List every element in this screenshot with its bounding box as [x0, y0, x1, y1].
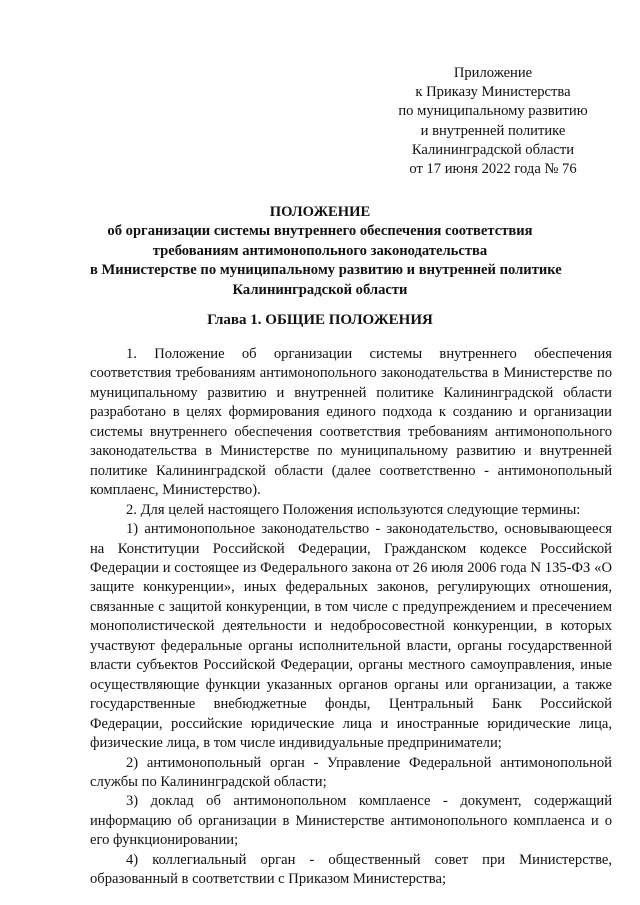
chapter-heading: Глава 1. ОБЩИЕ ПОЛОЖЕНИЯ	[207, 312, 433, 328]
title-line: об организации системы внутреннего обеспечения соответствия	[107, 223, 533, 240]
title-heading: ПОЛОЖЕНИЕ	[269, 204, 371, 220]
paragraph: 4) коллегиальный орган - общественный совет при Министерстве, образованный в соответствии с Приказом Министерства;	[90, 851, 612, 888]
document-title	[90, 203, 562, 300]
appendix-line: Приложение	[453, 65, 533, 81]
appendix-block	[380, 64, 606, 179]
paragraph: 1) антимонопольное законодательство - законодательство, основывающееся на Конституции Российской Федерации, Гражданском кодексе Российской Федерации и состоящее из Федерального закона от 26 июля 2006 года N 135-ФЗ «О защите конкуренции», иных федеральных законов, регулирующих отношения, связанные с защитой конкуренции, в том числе с предупреждением и пресечением монополистической деятельности и недобросовестной конкуренции, в которых участвуют федеральные органы исполнительной власти, органы государственной власти субъектов Российской Федерации, органы местного самоуправления, иные осуществляющие функции указанных органов органы или организации, а также государственные внебюджетные фонды, Центральный Банк Российской Федерации, российские юридические лица и иностранные юридические лица, физические лица, в том числе индивидуальные предприниматели;	[90, 521, 612, 752]
appendix-line: и внутренней политике	[420, 122, 566, 139]
paragraph: 3) доклад об антимонопольном комплаенсе - документ, содержащий информацию об организации в Министерстве антимонопольного комплаенса и о его функционировании;	[90, 793, 612, 849]
title-line: в Министерстве по муниципальному развитию и внутренней политике	[90, 262, 562, 279]
appendix-line: Калининградской области	[411, 141, 575, 158]
document-body	[90, 345, 612, 890]
paragraph: 2) антимонопольный орган - Управление Федеральной антимонопольной службы по Калининградской области;	[90, 754, 612, 790]
paragraph: 1. Положение об организации системы внутреннего обеспечения соответствия требованиям антимонопольного законодательства в Министерстве по муниципальному развитию и внутренней политике Калининградской области разработано в целях формирования единого подхода к созданию и организации системы внутреннего обеспечения соответствия требованиям антимонопольного законодательства в Министерстве по муниципальному развитию и внутренней политике Калининградской области (далее соответственно - антимонопольный комплаенс, Министерство).	[90, 346, 612, 499]
title-line: Калининградской области	[232, 281, 408, 298]
paragraph: 2. Для целей настоящего Положения используются следующие термины:	[126, 501, 581, 518]
appendix-line: по муниципальному развитию	[398, 103, 588, 120]
appendix-line: от 17 июня 2022 года № 76	[409, 161, 577, 178]
appendix-line: к Приказу Министерства	[415, 84, 571, 101]
title-line: требованиям антимонопольного законодательства	[152, 242, 488, 259]
